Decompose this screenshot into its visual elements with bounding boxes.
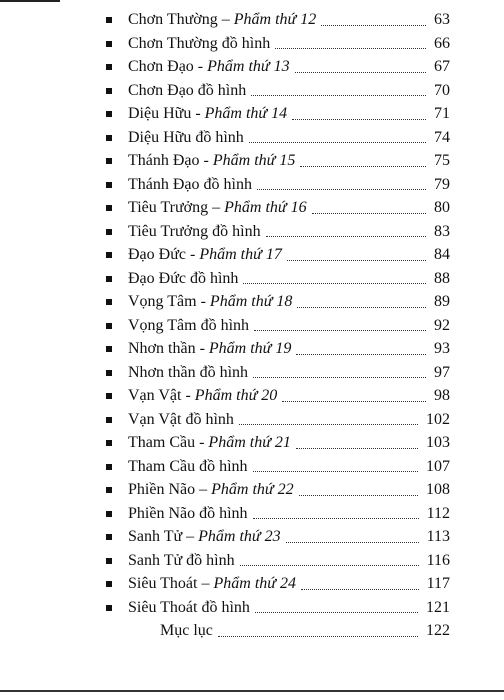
toc-entry xyxy=(100,314,450,338)
entry-title-text: Chơn Thường – xyxy=(128,11,230,28)
entry-page-number xyxy=(422,619,450,643)
entry-title xyxy=(128,549,238,573)
bullet-icon xyxy=(106,487,112,493)
entry-page-number xyxy=(430,8,450,32)
toc-entry xyxy=(100,173,450,197)
toc-entry xyxy=(100,149,450,173)
entry-title-text: Mục lục xyxy=(160,622,213,639)
entry-page-number xyxy=(430,361,450,385)
entry-title xyxy=(160,619,216,643)
entry-title xyxy=(128,525,284,549)
entry-page-number xyxy=(430,79,450,103)
bullet-icon xyxy=(106,581,112,587)
entry-page-number xyxy=(430,220,450,244)
bullet-icon xyxy=(106,346,112,352)
dot-leader xyxy=(218,636,418,637)
dot-leader xyxy=(253,377,426,378)
toc-entry xyxy=(100,126,450,150)
entry-title-text: Tham Cầu đồ hình xyxy=(128,457,248,475)
dot-leader xyxy=(257,189,426,190)
entry-page-number xyxy=(422,431,450,455)
dot-leader xyxy=(287,260,426,261)
entry-page-number-text: 112 xyxy=(423,505,450,522)
entry-chapter: Phẩm thứ 12 xyxy=(233,11,317,28)
entry-page-number xyxy=(430,384,450,408)
entry-title-text: Vọng Tâm đồ hình xyxy=(128,316,250,334)
toc-entry xyxy=(100,525,450,549)
entry-page-number-text: 113 xyxy=(423,528,450,545)
entry-page-number-text: 103 xyxy=(422,434,450,451)
entry-page-number-text: 116 xyxy=(423,552,450,569)
dot-leader xyxy=(296,448,418,449)
entry-title xyxy=(128,572,299,596)
entry-page-number xyxy=(422,596,450,620)
bullet-icon xyxy=(106,64,112,70)
dot-leader xyxy=(239,424,418,425)
entry-chapter: Phẩm thứ 24 xyxy=(213,575,296,592)
entry-page-number-text: 71 xyxy=(430,105,450,122)
toc-entry xyxy=(100,337,450,361)
entry-page-number-text: 98 xyxy=(430,387,450,404)
dot-leader xyxy=(312,213,426,214)
entry-page-number xyxy=(430,337,450,361)
entry-title xyxy=(128,361,251,385)
bullet-icon xyxy=(106,17,112,23)
entry-title xyxy=(128,102,290,126)
dot-leader xyxy=(266,236,426,237)
dot-leader xyxy=(251,95,426,96)
toc-entry xyxy=(100,549,450,573)
entry-page-number xyxy=(423,572,450,596)
entry-title xyxy=(128,149,298,173)
toc-entry xyxy=(100,384,450,408)
entry-title-text: Tiêu Trưởng đồ hình xyxy=(128,222,261,240)
bullet-icon xyxy=(106,464,112,470)
entry-title-text: Chơn Thường đồ hình xyxy=(128,34,271,52)
toc-entry xyxy=(100,431,450,455)
entry-title xyxy=(128,55,293,79)
bullet-icon xyxy=(106,111,112,117)
toc-entry xyxy=(100,32,450,56)
bullet-icon xyxy=(106,158,112,164)
dot-leader xyxy=(255,612,418,613)
entry-title-text: Vạn Vật đồ hình xyxy=(128,410,234,428)
entry-chapter: Phẩm thứ 15 xyxy=(212,152,296,169)
entry-title-text: Siêu Thoát – xyxy=(128,575,210,592)
toc-entry xyxy=(100,102,450,126)
bullet-icon xyxy=(106,41,112,47)
entry-title-text: Chơn Đạo đồ hình xyxy=(128,81,247,99)
entry-page-number xyxy=(423,502,450,526)
entry-page-number xyxy=(430,32,450,56)
bullet-icon xyxy=(106,182,112,188)
entry-title-text: Đạo Đức đồ hình xyxy=(128,269,239,287)
entry-chapter: Phẩm thứ 16 xyxy=(224,199,307,216)
entry-title xyxy=(128,408,237,432)
entry-title xyxy=(128,79,249,103)
entry-page-number-text: 88 xyxy=(430,270,450,287)
bullet-icon xyxy=(106,534,112,540)
entry-page-number-text: 75 xyxy=(430,152,450,169)
toc-entry xyxy=(100,455,450,479)
entry-chapter: Phẩm thứ 13 xyxy=(207,58,290,75)
entry-page-number-text: 102 xyxy=(422,411,450,428)
bullet-icon xyxy=(106,205,112,211)
entry-page-number xyxy=(430,102,450,126)
entry-title xyxy=(128,502,251,526)
entry-title-text: Vọng Tâm - xyxy=(128,293,206,310)
entry-title-text: Tiêu Trưởng – xyxy=(128,199,221,216)
entry-page-number-text: 107 xyxy=(422,458,450,475)
dot-leader xyxy=(295,72,426,73)
entry-chapter: Phẩm thứ 22 xyxy=(211,481,294,498)
entry-title xyxy=(128,126,247,150)
dot-leader xyxy=(292,119,426,120)
bullet-icon xyxy=(106,511,112,517)
entry-page-number-text: 83 xyxy=(430,223,450,240)
toc-entry xyxy=(100,478,450,502)
entry-title-text: Diệu Hữu - xyxy=(128,105,201,122)
entry-page-number xyxy=(430,290,450,314)
bullet-icon xyxy=(106,252,112,258)
entry-title-text: Đạo Đức - xyxy=(128,246,196,263)
entry-title-text: Chơn Đạo - xyxy=(128,58,204,75)
entry-title-text: Sanh Tử đồ hình xyxy=(128,551,235,569)
entry-title xyxy=(128,173,255,197)
entry-page-number-text: 122 xyxy=(422,622,450,639)
entry-page-number-text: 70 xyxy=(430,82,450,99)
entry-page-number-text: 74 xyxy=(430,129,450,146)
dot-leader xyxy=(321,25,426,26)
bullet-icon xyxy=(106,276,112,282)
entry-page-number-text: 84 xyxy=(430,246,450,263)
toc-entry xyxy=(100,596,450,620)
bullet-icon xyxy=(106,88,112,94)
entry-title xyxy=(128,290,295,314)
dot-leader xyxy=(297,307,426,308)
dot-leader xyxy=(240,565,419,566)
entry-title xyxy=(128,431,294,455)
bullet-icon xyxy=(106,417,112,423)
entry-page-number xyxy=(423,525,450,549)
toc-entry xyxy=(100,572,450,596)
dot-leader xyxy=(253,518,419,519)
dot-leader xyxy=(299,495,418,496)
entry-page-number xyxy=(430,314,450,338)
entry-title-text: Vạn Vật - xyxy=(128,387,191,404)
entry-page-number-text: 97 xyxy=(430,364,450,381)
entry-title xyxy=(128,478,297,502)
entry-page-number-text: 80 xyxy=(430,199,450,216)
entry-chapter: Phẩm thứ 17 xyxy=(199,246,282,263)
entry-title-text: Tham Cầu - xyxy=(128,434,205,451)
entry-page-number xyxy=(430,267,450,291)
entry-title-text: Phiền Não đồ hình xyxy=(128,504,248,522)
entry-title-text: Thánh Đạo đồ hình xyxy=(128,175,252,193)
toc-entry xyxy=(100,619,450,643)
entry-title xyxy=(128,596,253,620)
toc-entry xyxy=(100,290,450,314)
dot-leader xyxy=(300,166,426,167)
entry-title xyxy=(128,267,241,291)
bullet-icon xyxy=(106,605,112,611)
entry-page-number-text: 121 xyxy=(422,599,450,616)
entry-title xyxy=(128,196,310,220)
bullet-icon xyxy=(106,558,112,564)
entry-page-number-text: 63 xyxy=(430,11,450,28)
toc-entry xyxy=(100,8,450,32)
entry-title-text: Thánh Đạo - xyxy=(128,152,209,169)
toc-entry xyxy=(100,502,450,526)
bullet-icon xyxy=(106,323,112,329)
entry-page-number-text: 93 xyxy=(430,340,450,357)
dot-leader xyxy=(254,330,426,331)
entry-page-number-text: 66 xyxy=(430,35,450,52)
entry-page-number xyxy=(430,55,450,79)
entry-title-text: Sanh Tử – xyxy=(128,528,195,545)
toc-entry xyxy=(100,220,450,244)
entry-title xyxy=(128,384,280,408)
entry-chapter: Phẩm thứ 18 xyxy=(209,293,293,310)
dot-leader xyxy=(286,542,419,543)
bullet-icon xyxy=(106,393,112,399)
entry-title-text: Phiền Não – xyxy=(128,481,208,498)
dot-leader xyxy=(296,354,426,355)
entry-title xyxy=(128,32,273,56)
bullet-icon xyxy=(106,370,112,376)
entry-title-text: Siêu Thoát đồ hình xyxy=(128,598,250,616)
dot-leader xyxy=(253,471,418,472)
entry-page-number xyxy=(430,196,450,220)
entry-page-number-text: 92 xyxy=(430,317,450,334)
entry-page-number-text: 89 xyxy=(430,293,450,310)
entry-page-number-text: 117 xyxy=(423,575,450,592)
entry-chapter: Phẩm thứ 23 xyxy=(198,528,281,545)
dot-leader xyxy=(243,283,426,284)
entry-title-text: Nhơn thần đồ hình xyxy=(128,363,249,381)
entry-page-number xyxy=(430,243,450,267)
bullet-icon xyxy=(106,440,112,446)
entry-page-number-text: 79 xyxy=(430,176,450,193)
entry-chapter: Phẩm thứ 20 xyxy=(194,387,278,404)
dot-leader xyxy=(275,48,426,49)
entry-title-text: Nhơn thần - xyxy=(128,340,205,357)
entry-page-number xyxy=(422,408,450,432)
entry-page-number xyxy=(430,173,450,197)
entry-chapter: Phẩm thứ 14 xyxy=(204,105,288,122)
entry-title xyxy=(128,243,285,267)
entry-title xyxy=(128,455,251,479)
entry-title xyxy=(128,8,319,32)
entry-title-text: Diệu Hữu đồ hình xyxy=(128,128,244,146)
dot-leader xyxy=(249,142,426,143)
dot-leader xyxy=(301,589,419,590)
entry-title xyxy=(128,337,294,361)
entry-chapter: Phẩm thứ 21 xyxy=(208,434,291,451)
toc-entry xyxy=(100,361,450,385)
entry-page-number-text: 108 xyxy=(422,481,450,498)
dot-leader xyxy=(282,401,426,402)
entry-page-number xyxy=(430,149,450,173)
toc-entry xyxy=(100,408,450,432)
toc-entry xyxy=(100,196,450,220)
table-of-contents xyxy=(100,8,450,643)
entry-title xyxy=(128,220,264,244)
bullet-icon xyxy=(106,135,112,141)
toc-entry xyxy=(100,243,450,267)
entry-page-number xyxy=(423,549,450,573)
top-rule xyxy=(0,0,60,2)
bullet-icon xyxy=(106,299,112,305)
entry-chapter: Phẩm thứ 19 xyxy=(208,340,292,357)
entry-page-number xyxy=(430,126,450,150)
entry-page-number xyxy=(422,455,450,479)
toc-entry xyxy=(100,79,450,103)
toc-entry xyxy=(100,55,450,79)
bullet-icon xyxy=(106,229,112,235)
entry-page-number xyxy=(422,478,450,502)
bottom-rule xyxy=(0,690,504,692)
toc-entry xyxy=(100,267,450,291)
entry-title xyxy=(128,314,252,338)
entry-page-number-text: 67 xyxy=(430,58,450,75)
